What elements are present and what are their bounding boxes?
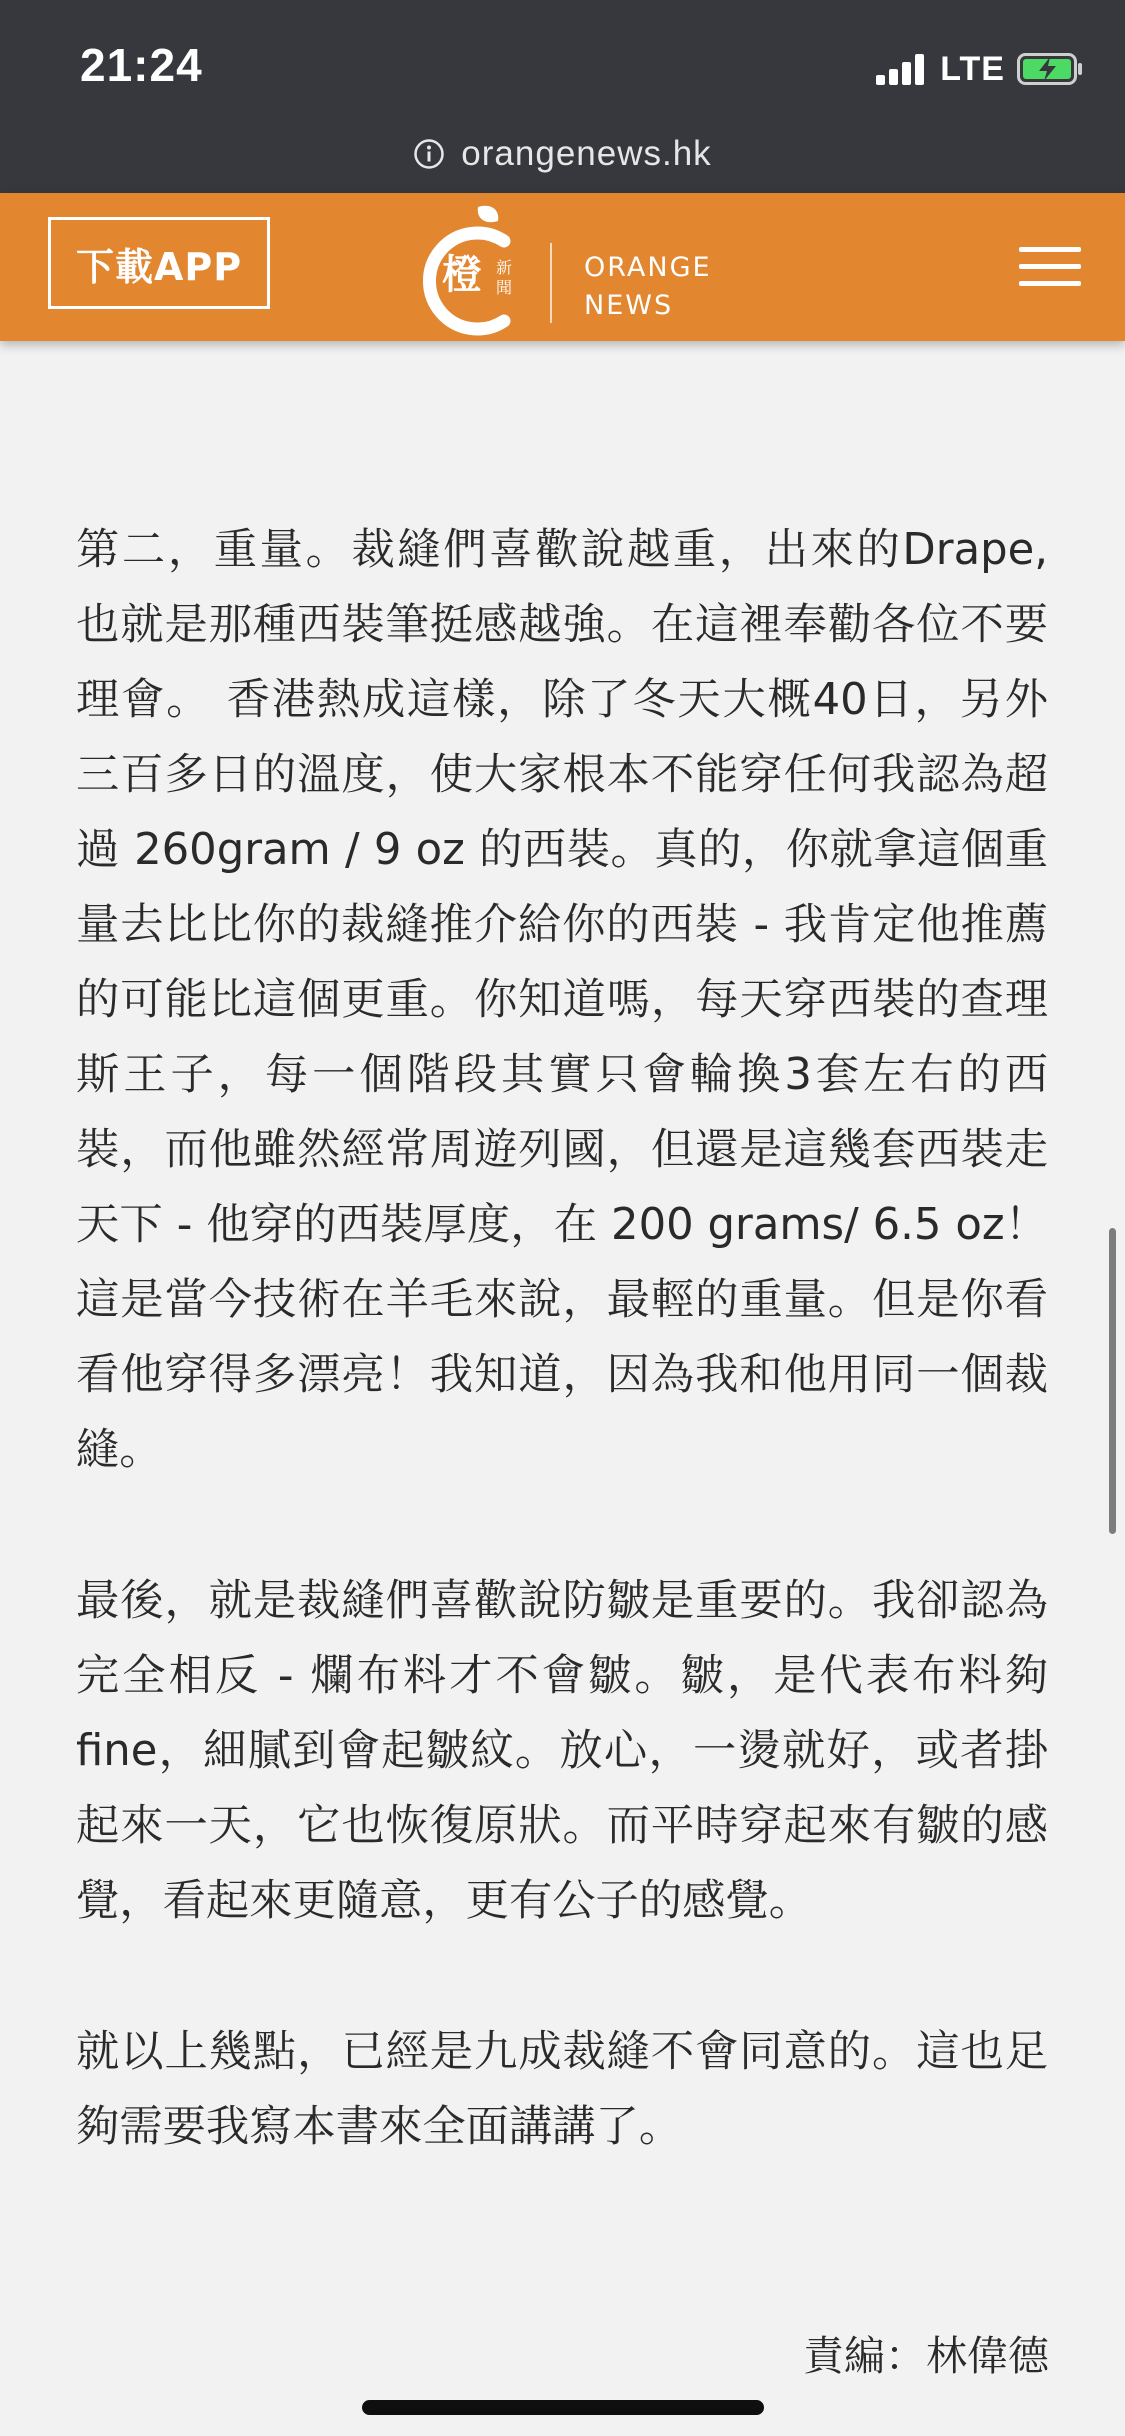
status-time: 21:24: [80, 39, 203, 91]
logo-small-glyph-1: 新: [496, 258, 513, 277]
article-paragraph: 第二，重量。裁縫們喜歡說越重，出來的Drape, 也就是那種西裝筆挺感越強。在這裡奉勸各位不要理會。 香港熱成這樣，除了冬天大概40日，另外三百多日的溫度，使大家根本不能穿任何我認為超過 260gram / 9 oz 的西裝。真的，你就拿這個重量去比比你的裁縫推介給你的西裝 - 我肯定他推薦的可能比這個更重。你知道嗎，每天穿西裝的查理斯王子，每一個階段其實只會輪換3套左右的西裝，而他雖然經常周遊列國，但還是這幾套西裝走天下 - 他穿的西裝厚度，在 200 grams/ 6.5 oz！這是當今技術在羊毛來說，最輕的重量。但是你看看他穿得多漂亮！我知道，因為我和他用同一個裁縫。: [76, 525, 1048, 1475]
logo-divider: [550, 243, 552, 323]
status-icons: [876, 48, 1083, 90]
editor-credit: 責編：林偉德: [803, 2332, 1049, 2380]
article-body: [76, 513, 1048, 2165]
download-app-button[interactable]: 下載APP: [48, 217, 270, 309]
info-icon[interactable]: [413, 138, 445, 170]
logo-text-line1: ORANGE: [584, 252, 712, 283]
network-type-label: LTE: [940, 49, 1005, 88]
article-paragraph: 最後，就是裁縫們喜歡說防皺是重要的。我卻認為完全相反 - 爛布料才不會皺。皺，是代表布料夠fine，細膩到會起皺紋。放心，一燙就好，或者掛起來一天，它也恢復原狀。而平時穿起來有皺的感覺，看起來更隨意，更有公子的感覺。: [76, 1576, 1048, 1926]
status-bar: [0, 0, 1125, 193]
url-text[interactable]: orangenews.hk: [461, 134, 712, 173]
logo-glyph: 橙: [442, 252, 482, 298]
logo-small-glyph-2: 聞: [496, 278, 513, 297]
article-paragraph: 就以上幾點，已經是九成裁縫不會同意的。這也足夠需要我寫本書來全面講講了。: [76, 2027, 1048, 2152]
address-bar[interactable]: [0, 126, 1125, 182]
hamburger-menu-icon[interactable]: [1019, 247, 1081, 287]
home-indicator[interactable]: [362, 2400, 764, 2415]
logo-text-line2: NEWS: [584, 290, 674, 321]
site-header: [0, 193, 1125, 341]
cellular-signal-icon: [876, 53, 928, 85]
logo-wordmark: [584, 249, 712, 325]
orange-news-logo[interactable]: [412, 197, 732, 337]
battery-charging-icon: [1017, 53, 1083, 85]
scroll-indicator[interactable]: [1109, 1228, 1116, 1534]
